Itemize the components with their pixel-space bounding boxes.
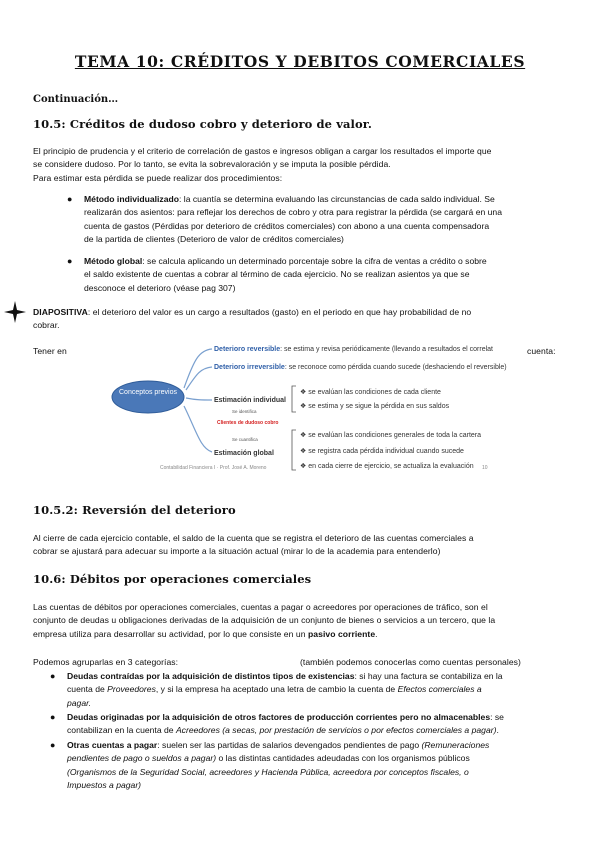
intro-line: El principio de prudencia y el criterio de correlación de gastos e ingresos obligan a cargar los resultados el importe que bbox=[33, 146, 492, 156]
bullet-text: realizarán dos asientos: para reflejar los derechos de cobro y otra para registrar la pérdida (se cargará en una bbox=[84, 207, 502, 218]
global-item: ❖ se evalúan las condiciones generales de toda la cartera bbox=[300, 432, 482, 439]
individual-item: ❖ se estima y se sigue la pérdida en sus saldos bbox=[300, 403, 450, 410]
cuenta-label: cuenta: bbox=[527, 346, 556, 356]
intro-line: se considere dudoso. Por lo tanto, se evita la sobrevaloración y se imputa la posible pérdida. bbox=[33, 159, 391, 170]
bullet-text: : se bbox=[490, 712, 504, 722]
bracket bbox=[292, 386, 296, 412]
bullet-italic: pendientes de pago o sueldos a pagar) bbox=[67, 753, 217, 764]
bullet-text: : suelen ser las partidas de salarios devengados pendientes de pago bbox=[157, 740, 422, 750]
clientes-dudoso-cobro: Clientes de dudoso cobro bbox=[217, 420, 279, 426]
bullet-term: Deudas originadas por la adquisición de otros factores de producción corrientes pero no almacenables bbox=[67, 712, 491, 722]
section-heading-10-5: 10.5: Créditos de dudoso cobro y deterioro de valor. bbox=[33, 117, 372, 131]
intro-line: Para estimar esta pérdida se puede realizar dos procedimientos: bbox=[33, 172, 283, 183]
bullet-dot: ● bbox=[67, 194, 73, 204]
bullet-dot: ● bbox=[50, 712, 56, 722]
categorias-label: Podemos agruparlas en 3 categorías: bbox=[33, 657, 179, 667]
bullet-text: cuenta de bbox=[67, 684, 108, 695]
individual-item: ❖ se evalúan las condiciones de cada cliente bbox=[300, 389, 441, 396]
se-cuantifica-label: Se cuantifica bbox=[232, 437, 258, 442]
deterioro-reversible: Deterioro reversible: se estima y revisa periódicamente (llevando a resultados el correlat bbox=[214, 346, 493, 353]
estimacion-individual-label: Estimación individual bbox=[214, 397, 286, 404]
paragraph-line: Al cierre de cada ejercicio contable, el saldo de la cuenta que se registra el deterioro de las cuentas comerciales a bbox=[33, 533, 474, 543]
bullet-text: , y si la empresa ha aceptado una letra de cambio la cuenta de bbox=[155, 684, 398, 695]
bullet-text: cuenta de gastos (Pérdidas por deterioro de créditos comerciales) con abono a una cuenta compensadora bbox=[84, 220, 490, 231]
concept-diagram bbox=[104, 340, 516, 472]
bullet-italic: (Remuneraciones bbox=[421, 740, 490, 750]
paragraph-line: Las cuentas de débitos por operaciones comerciales, cuentas a pagar o acreedores por operaciones de tráfico, son el bbox=[33, 602, 488, 612]
bullet-italic: Proveedores bbox=[107, 684, 156, 695]
section-heading-10-6: 10.6: Débitos por operaciones comerciales bbox=[33, 572, 312, 586]
paragraph-line: conjunto de deudas u obligaciones derivadas de la adquisición de un conjunto de bienes o servicios a un tercero, que la bbox=[33, 615, 496, 626]
bullet-text: o las distintas cantidades adeudadas con los organismos públicos bbox=[216, 753, 470, 764]
continuation-label: Continuación… bbox=[33, 94, 119, 105]
debitos-paragraph bbox=[33, 601, 495, 641]
bullet-text: : la cuantía se determina evaluando las circunstancias de cada saldo individual. Se bbox=[179, 194, 495, 204]
bracket bbox=[292, 430, 296, 470]
bullet-dot: ● bbox=[50, 740, 56, 750]
diapositiva-text: : el deterioro del valor es un cargo a resultados (gasto) en el periodo en que hay probabilidad de no bbox=[87, 307, 472, 317]
section-heading-10-5-2: 10.5.2: Reversión del deterioro bbox=[33, 503, 236, 517]
conceptos-previos-bubble bbox=[112, 381, 184, 413]
global-item: ❖ se registra cada pérdida individual cuando sucede bbox=[300, 448, 464, 455]
bullet-italic: Acreedores (a secas, por prestación de servicios o por efectos comerciales a pagar) bbox=[175, 725, 497, 736]
diagram-page-number: 10 bbox=[482, 465, 488, 471]
diagram-connector bbox=[186, 398, 212, 400]
bullet-text: : si hay una factura se contabiliza en la bbox=[354, 671, 503, 681]
diapositiva-label: DIAPOSITIVA bbox=[33, 307, 88, 317]
bullet-text: contabilizan en la cuenta de bbox=[67, 725, 176, 736]
tener-en-label: Tener en bbox=[33, 346, 67, 356]
bullet-deudas-existencias bbox=[50, 670, 503, 710]
pasivo-corriente: pasivo corriente bbox=[307, 628, 376, 639]
bullet-term: Método individualizado bbox=[84, 194, 180, 204]
global-item: ❖ en cada cierre de ejercicio, se actualiza la evaluación bbox=[300, 463, 474, 470]
intro-paragraph bbox=[33, 145, 491, 185]
bullet-italic: (Organismos de la Seguridad Social, acreedores y Hacienda Pública, acreedora por conceptos fiscales, o bbox=[67, 766, 469, 777]
se-identifica-label: Se identifica bbox=[232, 409, 257, 414]
bullet-text: el saldo existente de cuentas a cobrar al término de cada ejercicio. No se realizan asientos ya que se bbox=[84, 269, 470, 280]
paragraph-line: cobrar se ajustará para adecuar su importe a la situación actual (mirar lo de la academia para entenderlo) bbox=[33, 546, 441, 557]
paragraph-text: . bbox=[375, 628, 378, 639]
bullet-deudas-factores bbox=[50, 711, 504, 738]
page-title: TEMA 10: CRÉDITOS Y DEBITOS COMERCIALES bbox=[74, 52, 526, 71]
estimacion-global-label: Estimación global bbox=[214, 450, 274, 457]
diagram-connector bbox=[184, 406, 212, 452]
bullet-term: Método global bbox=[84, 256, 143, 266]
bullet-text: de la partida de clientes (Deterioro de valor de créditos comerciales) bbox=[84, 233, 344, 244]
conceptos-previos-label: Conceptos previos bbox=[119, 389, 177, 396]
bullet-italic: Impuestos a pagar) bbox=[67, 779, 142, 790]
bullet-metodo-individualizado bbox=[67, 193, 502, 246]
bullet-dot: ● bbox=[67, 256, 73, 266]
bullet-text: . bbox=[496, 725, 499, 736]
cuentas-personales-note: (también podemos conocerlas como cuentas personales) bbox=[300, 657, 521, 667]
bullet-text: : se calcula aplicando un determinado porcentaje sobre la cifra de ventas a crédito o sobre bbox=[142, 256, 487, 266]
deterioro-irreversible: Deterioro irreversible: se reconoce como pérdida cuando sucede (deshaciendo el reversible) bbox=[214, 364, 507, 371]
bullet-term: Deudas contraídas por la adquisición de distintos tipos de existencias bbox=[67, 671, 355, 681]
bullet-text: desconoce el deterioro (véase pag 307) bbox=[84, 282, 236, 293]
four-point-star-icon bbox=[4, 301, 26, 323]
reversion-paragraph bbox=[33, 532, 474, 559]
paragraph-text: empresa utiliza para desarrollar su actividad, por lo que consiste en un bbox=[33, 628, 308, 639]
diapositiva-paragraph bbox=[33, 306, 471, 333]
diagram-connector bbox=[186, 367, 212, 390]
diagram-footer: Contabilidad Financiera I · Prof. José A. Moreno bbox=[160, 465, 267, 471]
bullet-italic: Efectos comerciales a bbox=[397, 684, 482, 695]
bullet-metodo-global bbox=[67, 255, 487, 295]
bullet-italic: pagar. bbox=[67, 697, 92, 708]
bullet-otras-cuentas bbox=[50, 739, 490, 792]
bullet-term: Otras cuentas a pagar bbox=[67, 740, 158, 750]
bullet-dot: ● bbox=[50, 671, 56, 681]
diagram-connector bbox=[184, 349, 212, 388]
diapositiva-text: cobrar. bbox=[33, 320, 60, 331]
